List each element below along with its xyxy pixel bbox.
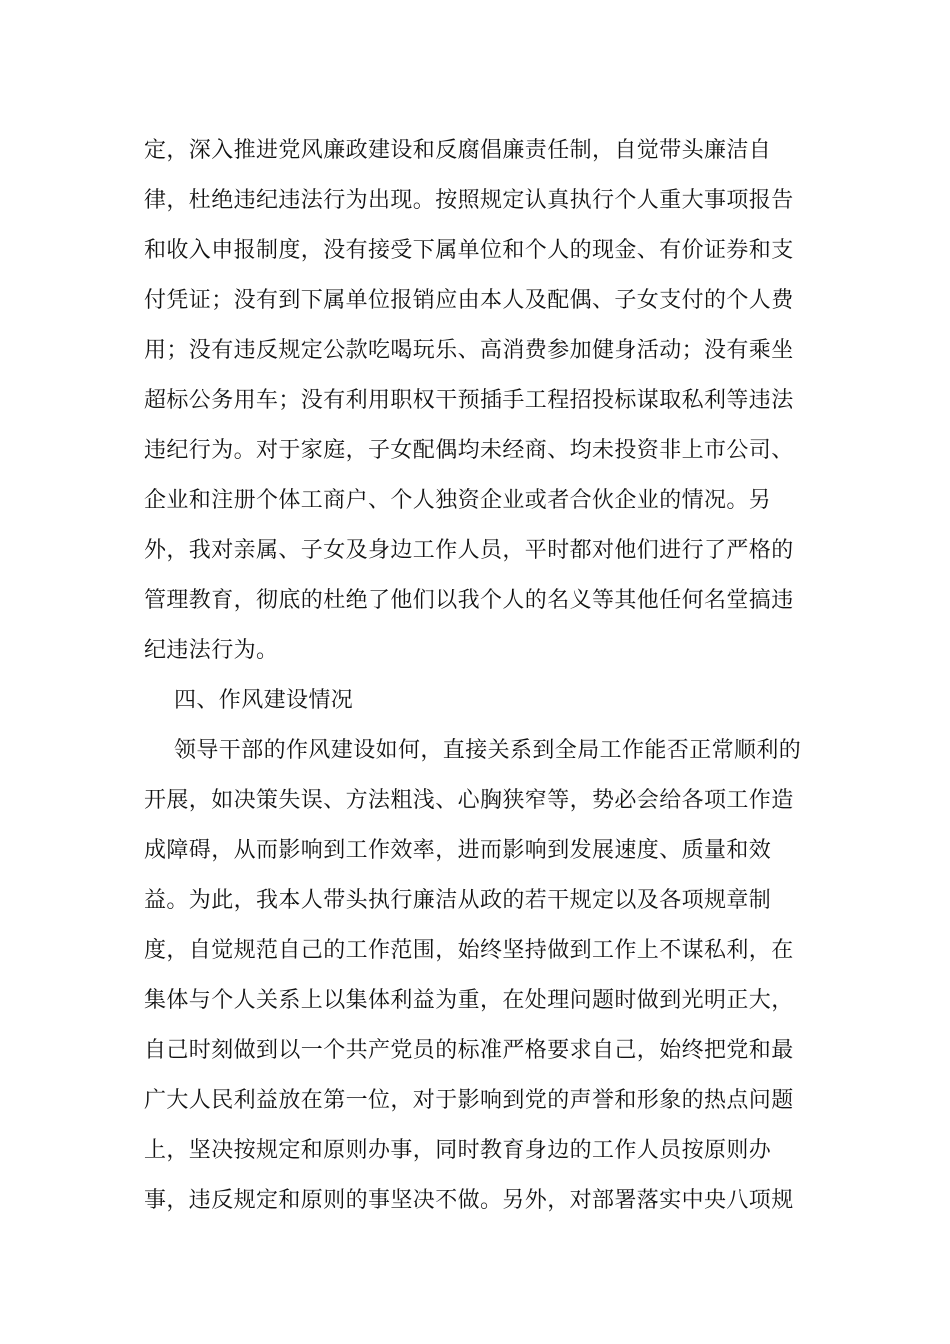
text-line: 自己时刻做到以一个共产党员的标准严格要求自己，始终把党和最 — [144, 1038, 794, 1063]
text-line: 管理教育，彻底的杜绝了他们以我个人的名义等其他任何名堂搞违 — [144, 588, 794, 613]
body-text — [144, 126, 814, 1226]
text-line: 定，深入推进党风廉政建设和反腐倡廉责任制，自觉带头廉洁自 — [144, 138, 772, 163]
text-line: 律，杜绝违纪违法行为出现。按照规定认真执行个人重大事项报告 — [144, 188, 794, 213]
text-line: 事，违反规定和原则的事坚决不做。另外，对部署落实中央八项规 — [144, 1188, 794, 1213]
text-line: 外，我对亲属、子女及身边工作人员，平时都对他们进行了严格的 — [144, 538, 794, 563]
text-line: 上，坚决按规定和原则办事，同时教育身边的工作人员按原则办 — [144, 1138, 772, 1163]
text-line: 纪违法行为。 — [144, 638, 279, 663]
text-line: 违纪行为。对于家庭，子女配偶均未经商、均未投资非上市公司、 — [144, 438, 794, 463]
text-line: 度，自觉规范自己的工作范围，始终坚持做到工作上不谋私利，在 — [144, 938, 794, 963]
text-line: 付凭证；没有到下属单位报销应由本人及配偶、子女支付的个人费 — [144, 288, 794, 313]
section-heading: 四、作风建设情况 — [174, 688, 354, 713]
text-line: 益。为此，我本人带头执行廉洁从政的若干规定以及各项规章制 — [144, 888, 772, 913]
text-line: 用；没有违反规定公款吃喝玩乐、高消费参加健身活动；没有乘坐 — [144, 338, 794, 363]
text-line: 集体与个人关系上以集体利益为重，在处理问题时做到光明正大， — [144, 988, 794, 1013]
text-line: 开展，如决策失误、方法粗浅、心胸狭窄等，势必会给各项工作造 — [144, 788, 794, 813]
text-line: 和收入申报制度，没有接受下属单位和个人的现金、有价证券和支 — [144, 238, 794, 263]
text-line: 广大人民利益放在第一位，对于影响到党的声誉和形象的热点问题 — [144, 1088, 794, 1113]
text-line: 领导干部的作风建设如何，直接关系到全局工作能否正常顺利的 — [174, 738, 802, 763]
text-line: 超标公务用车；没有利用职权干预插手工程招投标谋取私利等违法 — [144, 388, 794, 413]
text-line: 成障碍，从而影响到工作效率，进而影响到发展速度、质量和效 — [144, 838, 772, 863]
text-line: 企业和注册个体工商户、个人独资企业或者合伙企业的情况。另 — [144, 488, 772, 513]
